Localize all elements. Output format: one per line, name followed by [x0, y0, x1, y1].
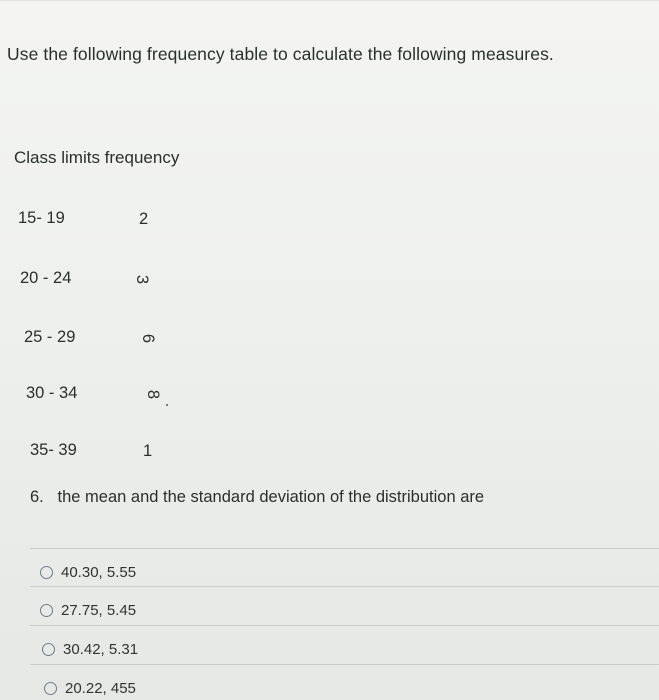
- class-limits-cell: 25 - 29: [24, 328, 76, 346]
- frequency-cell: 6: [139, 333, 158, 344]
- question-body: the mean and the standard deviation of the distribution are: [57, 488, 485, 506]
- stray-dot-mark: [166, 404, 168, 406]
- option-label: 40.30, 5.55: [61, 564, 137, 581]
- frequency-cell: 2: [139, 210, 149, 228]
- option-divider: [30, 548, 659, 549]
- class-limits-cell: 15- 19: [18, 209, 65, 227]
- option-divider: [30, 664, 659, 665]
- instruction-text: Use the following frequency table to calculate the following measures.: [7, 44, 554, 64]
- radio-button[interactable]: [40, 566, 53, 579]
- class-limits-cell: 30 - 34: [26, 384, 78, 402]
- option-label: 30.42, 5.31: [63, 641, 139, 658]
- option-divider: [30, 625, 659, 626]
- answer-option[interactable]: [44, 680, 136, 697]
- radio-button[interactable]: [40, 604, 53, 617]
- frequency-cell: 8: [144, 389, 163, 400]
- answer-option[interactable]: [40, 564, 136, 581]
- question-number: 6.: [30, 488, 44, 506]
- question-text: [30, 488, 484, 507]
- option-label: 27.75, 5.45: [61, 602, 137, 619]
- answer-option[interactable]: [42, 641, 138, 658]
- answer-option[interactable]: [40, 602, 136, 619]
- radio-button[interactable]: [42, 643, 55, 656]
- frequency-cell: 3: [133, 274, 152, 285]
- top-divider: [0, 0, 659, 15]
- table-header: Class limits frequency: [14, 148, 180, 167]
- class-limits-cell: 20 - 24: [20, 269, 72, 287]
- class-limits-cell: 35- 39: [30, 441, 77, 459]
- radio-button[interactable]: [44, 682, 57, 695]
- option-label: 20.22, 455: [65, 680, 136, 697]
- option-divider: [30, 586, 659, 587]
- frequency-cell: 1: [143, 442, 153, 460]
